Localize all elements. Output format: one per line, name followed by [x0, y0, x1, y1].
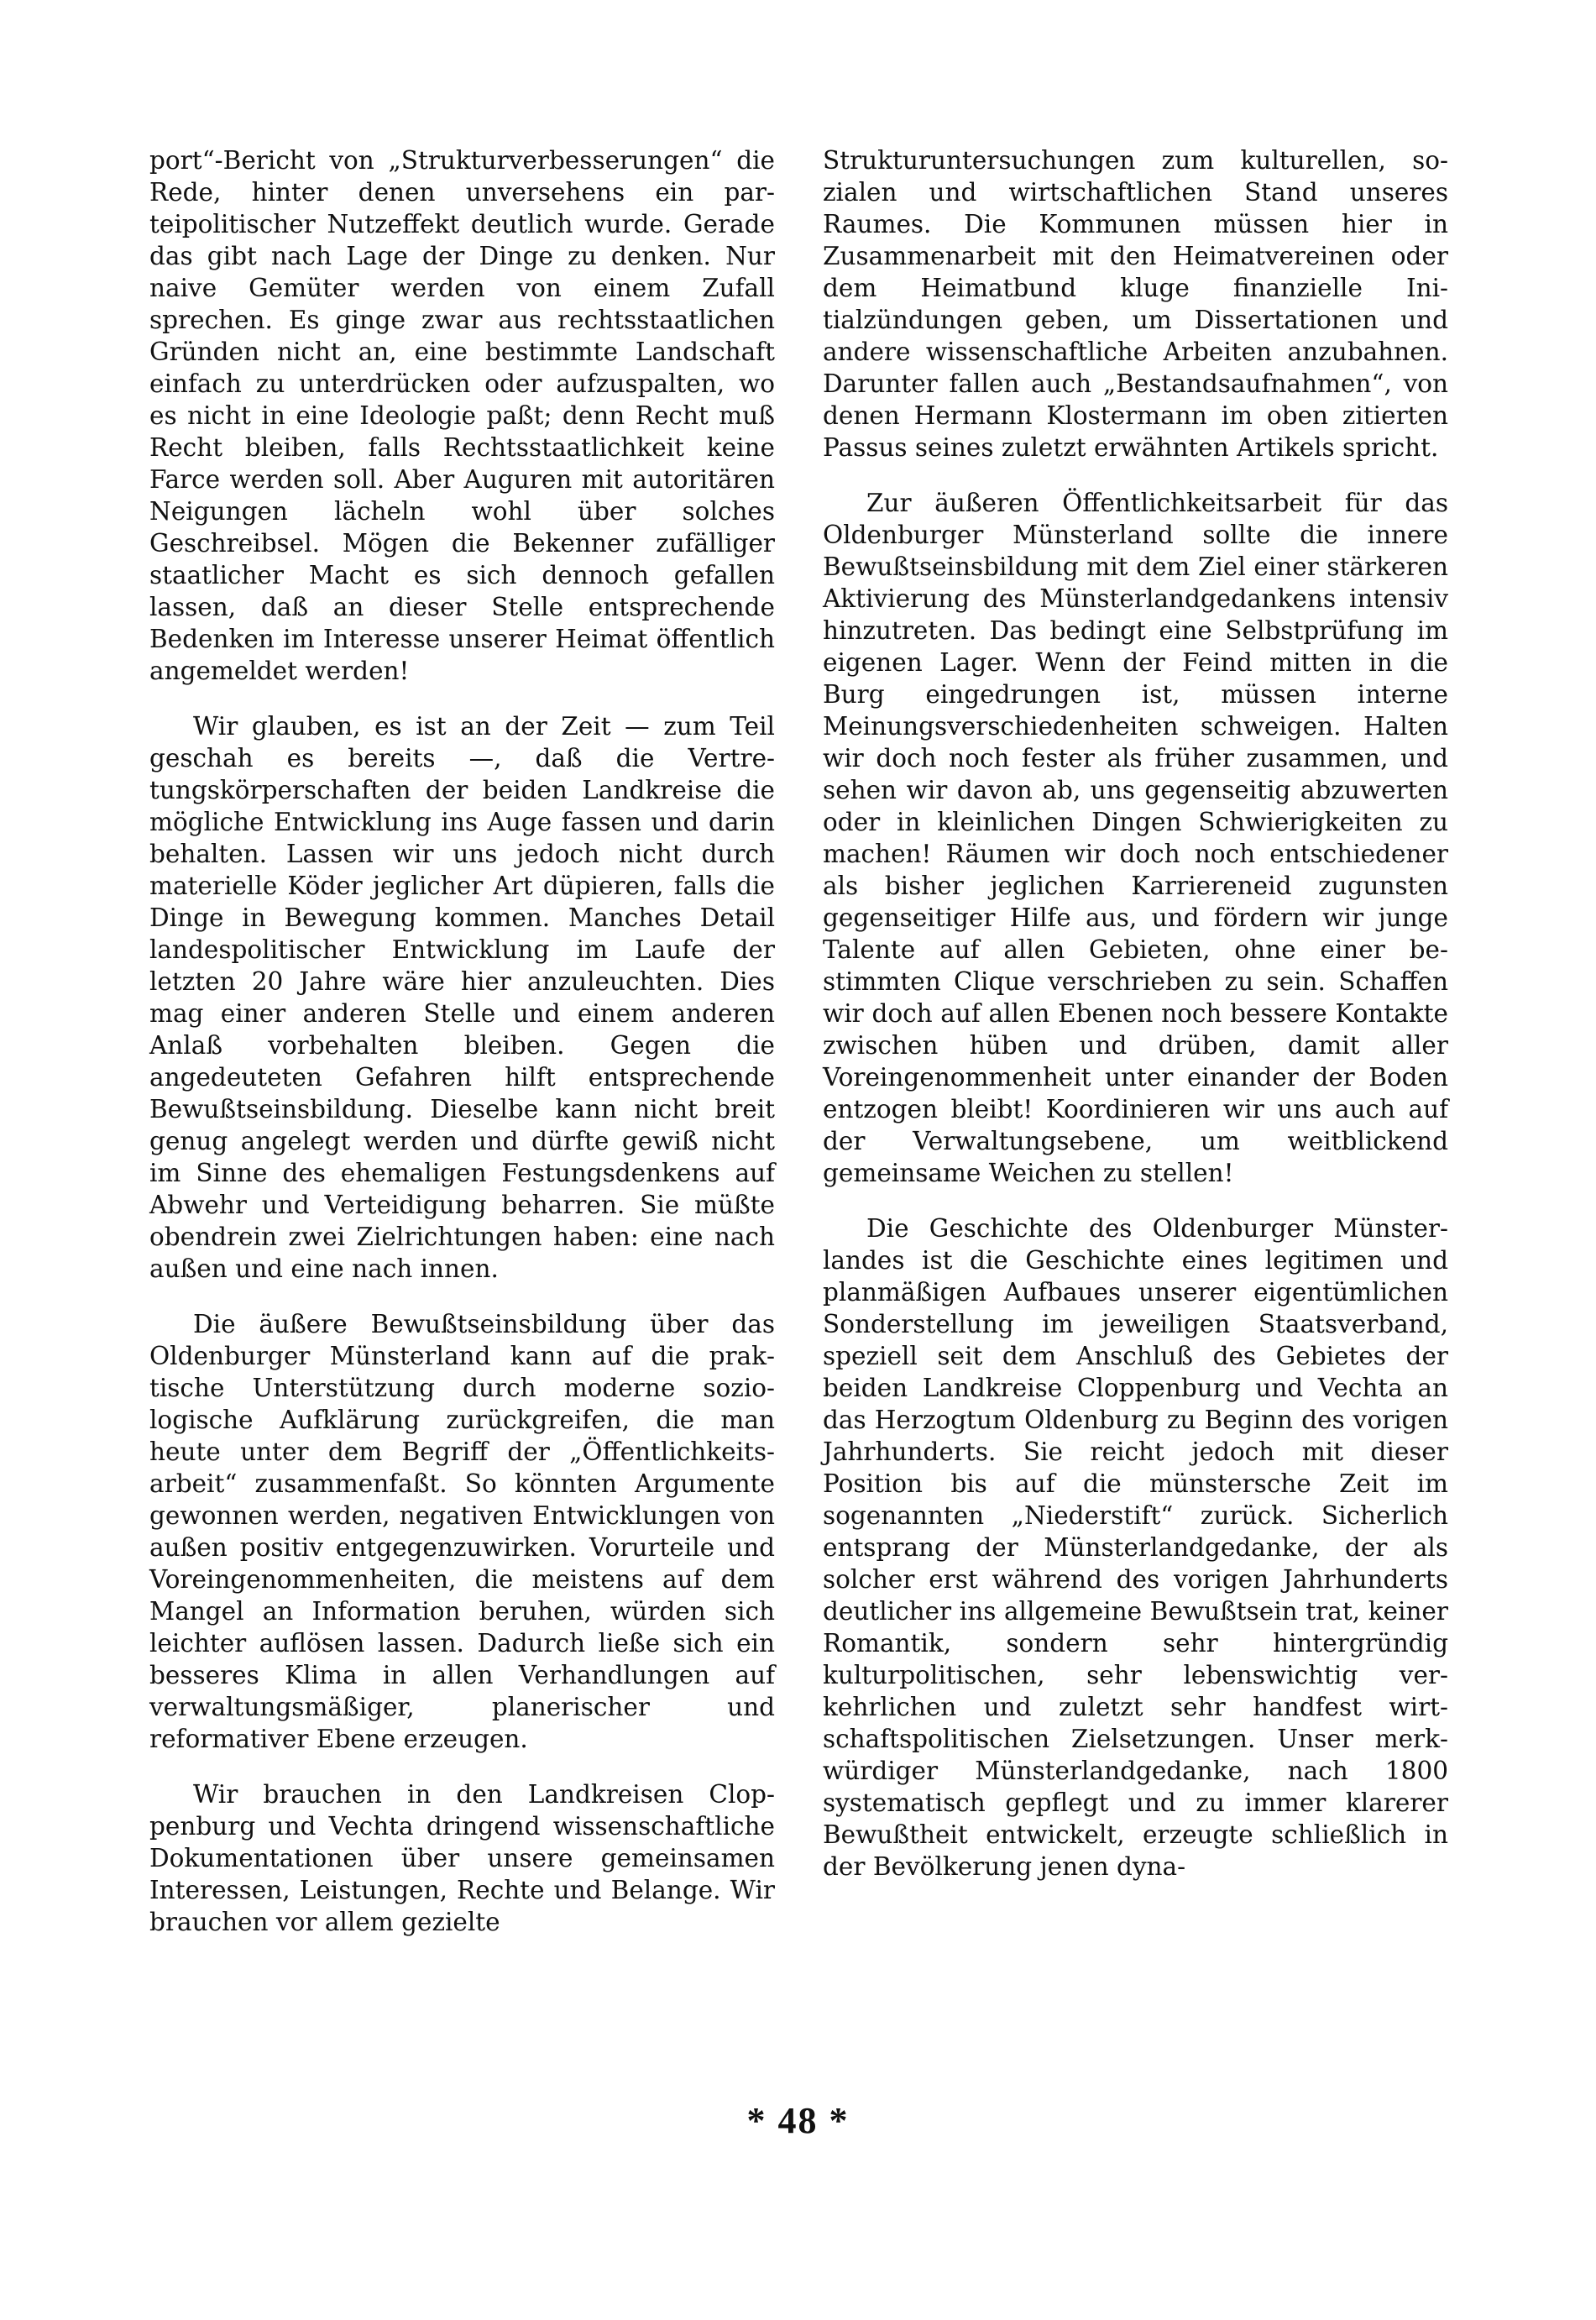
page-number: * 48 * [746, 2100, 850, 2141]
paragraph: port“-Bericht von „Strukturverbesserungen“ die Rede, hinter denen unversehens ein parteipolitischer Nutzeffekt deutlich wurde. Gerade das gibt nach Lage der Dinge zu denken. Nur naive Gemüter werden von einem Zufall sprechen. Es ginge zwar aus rechtsstaatlichen Gründen nicht an, eine bestimmte Landschaft einfach zu unterdrücken oder aufzuspalten, wo es nicht in eine Ideologie paßt; denn Recht muß Recht bleiben, falls Rechtsstaatlichkeit keine Farce werden soll. Aber Auguren mit autoritären Neigungen lächeln wohl über solches Geschreibsel. Mögen die Bekenner zufälliger staatlicher Macht es sich dennoch gefallen lassen, daß an dieser Stelle entsprechende Bedenken im Interesse unserer Heimat öffentlich angemeldet werden! [149, 146, 775, 685]
paragraph: Wir brauchen in den Landkreisen Cloppenburg und Vechta dringend wissenschaftliche Dokumentationen über unsere gemeinsamen Interessen, Leistungen, Rechte und Belange. Wir brauchen vor allem gezielte [149, 1780, 775, 1936]
paragraph: Zur äußeren Öffentlichkeitsarbeit für das Oldenburger Münsterland sollte die innere Bewußtseinsbildung mit dem Ziel einer stärkeren Aktivierung des Münsterlandgedankens intensiv hinzutreten. Das bedingt eine Selbstprüfung im eigenen Lager. Wenn der Feind mitten in die Burg eingedrungen ist, müssen interne Meinungsverschiedenheiten schweigen. Halten wir doch noch fester als früher zusammen, und sehen wir davon ab, uns gegenseitig abzuwerten oder in kleinlichen Dingen Schwierigkeiten zu machen! Räumen wir doch noch entschiedener als bisher jeglichen Karriereneid zugunsten gegenseitiger Hilfe aus, und fördern wir junge Talente auf allen Gebieten, ohne einer bestimmten Clique verschrieben zu sein. Schaffen wir doch auf allen Ebenen noch bessere Kontakte zwischen hüben und drüben, damit aller Voreingenommenheit unter einander der Boden entzogen bleibt! Koordinieren wir uns auch auf der Verwaltungsebene, um weitblickend gemeinsame Weichen zu stellen! [823, 489, 1448, 1187]
left-column [149, 144, 775, 1961]
paragraph: Wir glauben, es ist an der Zeit — zum Teil geschah es bereits —, daß die Vertretungskörperschaften der beiden Landkreise die mögliche Entwicklung ins Auge fassen und darin behalten. Lassen wir uns jedoch nicht durch materielle Köder jeglicher Art düpieren, falls die Dinge in Bewegung kommen. Manches Detail landespolitischer Entwicklung im Laufe der letzten 20 Jahre wäre hier anzuleuchten. Dies mag einer anderen Stelle und einem anderen Anlaß vorbehalten bleiben. Gegen die angedeuteten Gefahren hilft entsprechende Bewußtseinsbildung. Dieselbe kann nicht breit genug angelegt werden und dürfte gewiß nicht im Sinne des ehemaligen Festungsdenkens auf Abwehr und Verteidigung beharren. Sie müßte obendrein zwei Zielrichtungen haben: eine nach außen und eine nach innen. [149, 712, 775, 1283]
paragraph: Die Geschichte des Oldenburger Münsterlandes ist die Geschichte eines legitimen und planmäßigen Aufbaues unserer eigentümlichen Sonderstellung im jeweiligen Staatsverband, speziell seit dem Anschluß des Gebietes der beiden Landkreise Cloppenburg und Vechta an das Herzogtum Oldenburg zu Beginn des vorigen Jahrhunderts. Sie reicht jedoch mit dieser Position bis auf die münstersche Zeit im sogenannten „Niederstift“ zurück. Sicherlich entsprang der Münsterlandgedanke, der als solcher erst während des vorigen Jahrhunderts deutlicher ins allgemeine Bewußtsein trat, keiner Romantik, sondern sehr hintergründig kulturpolitischen, sehr lebenswichtig verkehrlichen und zuletzt sehr handfest wirtschaftspolitischen Zielsetzungen. Unser merkwürdiger Münsterlandgedanke, nach 1800 systematisch gepflegt und zu immer klarerer Bewußtheit entwickelt, erzeugte schließlich in der Bevölkerung jenen dyna- [823, 1214, 1448, 1881]
paragraph: Strukturuntersuchungen zum kulturellen, sozialen und wirtschaftlichen Stand unseres Raumes. Die Kommunen müssen hier in Zusammenarbeit mit den Heimatvereinen oder dem Heimatbund kluge finanzielle Initialzündungen geben, um Dissertationen und andere wissenschaftliche Arbeiten anzubahnen. Darunter fallen auch „Bestandsaufnahmen“, von denen Hermann Klostermann im oben zitierten Passus seines zuletzt erwähnten Artikels spricht. [823, 146, 1448, 462]
right-column [823, 144, 1448, 1906]
paragraph: Die äußere Bewußtseinsbildung über das Oldenburger Münsterland kann auf die praktische Unterstützung durch moderne soziologische Aufklärung zurückgreifen, die man heute unter dem Begriff der „Öffentlichkeitsarbeit“ zusammenfaßt. So könnten Argumente gewonnen werden, negativen Entwicklungen von außen positiv entgegenzuwirken. Vorurteile und Voreingenommenheiten, die meistens auf dem Mangel an Information beruhen, würden sich leichter auflösen lassen. Dadurch ließe sich ein besseres Klima in allen Verhandlungen auf verwaltungsmäßiger, planerischer und reformativer Ebene erzeugen. [149, 1310, 775, 1753]
